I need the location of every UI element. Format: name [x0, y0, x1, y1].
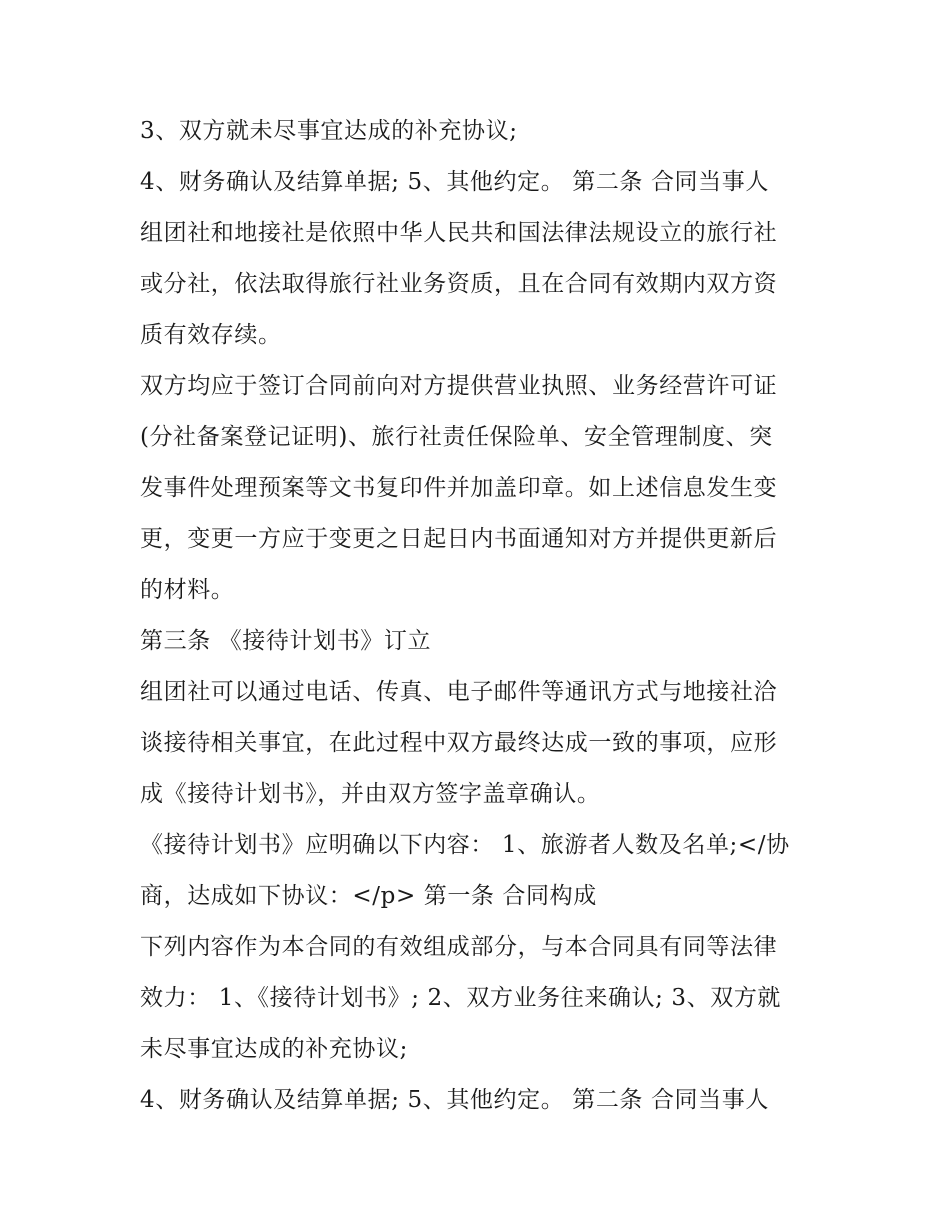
text-line: 发事件处理预案等文书复印件并加盖印章。如上述信息发生变	[140, 475, 778, 501]
section-heading: 第三条 《接待计划书》订立	[140, 628, 432, 654]
text-line: 4、财务确认及结算单据; 5、其他约定。 第二条 合同当事人	[140, 1087, 769, 1113]
text-line: 的材料。	[140, 577, 235, 603]
text-line: 组团社和地接社是依照中华人民共和国法律法规设立的旅行社	[140, 220, 778, 246]
text-line: 效力： 1、《接待计划书》; 2、双方业务往来确认; 3、双方就	[140, 985, 782, 1011]
text-line: 下列内容作为本合同的有效组成部分，与本合同具有同等法律	[140, 934, 778, 960]
text-line: 4、财务确认及结算单据; 5、其他约定。 第二条 合同当事人	[140, 169, 769, 195]
text-line: 双方均应于签订合同前向对方提供营业执照、业务经营许可证	[140, 373, 778, 399]
text-line: 谈接待相关事宜，在此过程中双方最终达成一致的事项，应形	[140, 730, 778, 756]
text-line: 成《接待计划书》，并由双方签字盖章确认。	[140, 781, 601, 807]
text-line: 未尽事宜达成的补充协议;	[140, 1036, 408, 1062]
text-line: 更，变更一方应于变更之日起日内书面通知对方并提供更新后	[140, 526, 778, 552]
text-line: (分社备案登记证明)、旅行社责任保险单、安全管理制度、突	[140, 424, 773, 450]
text-line: 3、双方就未尽事宜达成的补充协议;	[140, 118, 518, 144]
text-line: 或分社，依法取得旅行社业务资质，且在合同有效期内双方资	[140, 271, 778, 297]
text-line: 组团社可以通过电话、传真、电子邮件等通讯方式与地接社洽	[140, 679, 778, 705]
document-body	[140, 106, 820, 1126]
text-line: 《接待计划书》应明确以下内容： 1、旅游者人数及名单;</协	[140, 832, 790, 858]
text-line: 质有效存续。	[140, 322, 282, 348]
text-line: 商，达成如下协议：</p> 第一条 合同构成	[140, 883, 597, 909]
